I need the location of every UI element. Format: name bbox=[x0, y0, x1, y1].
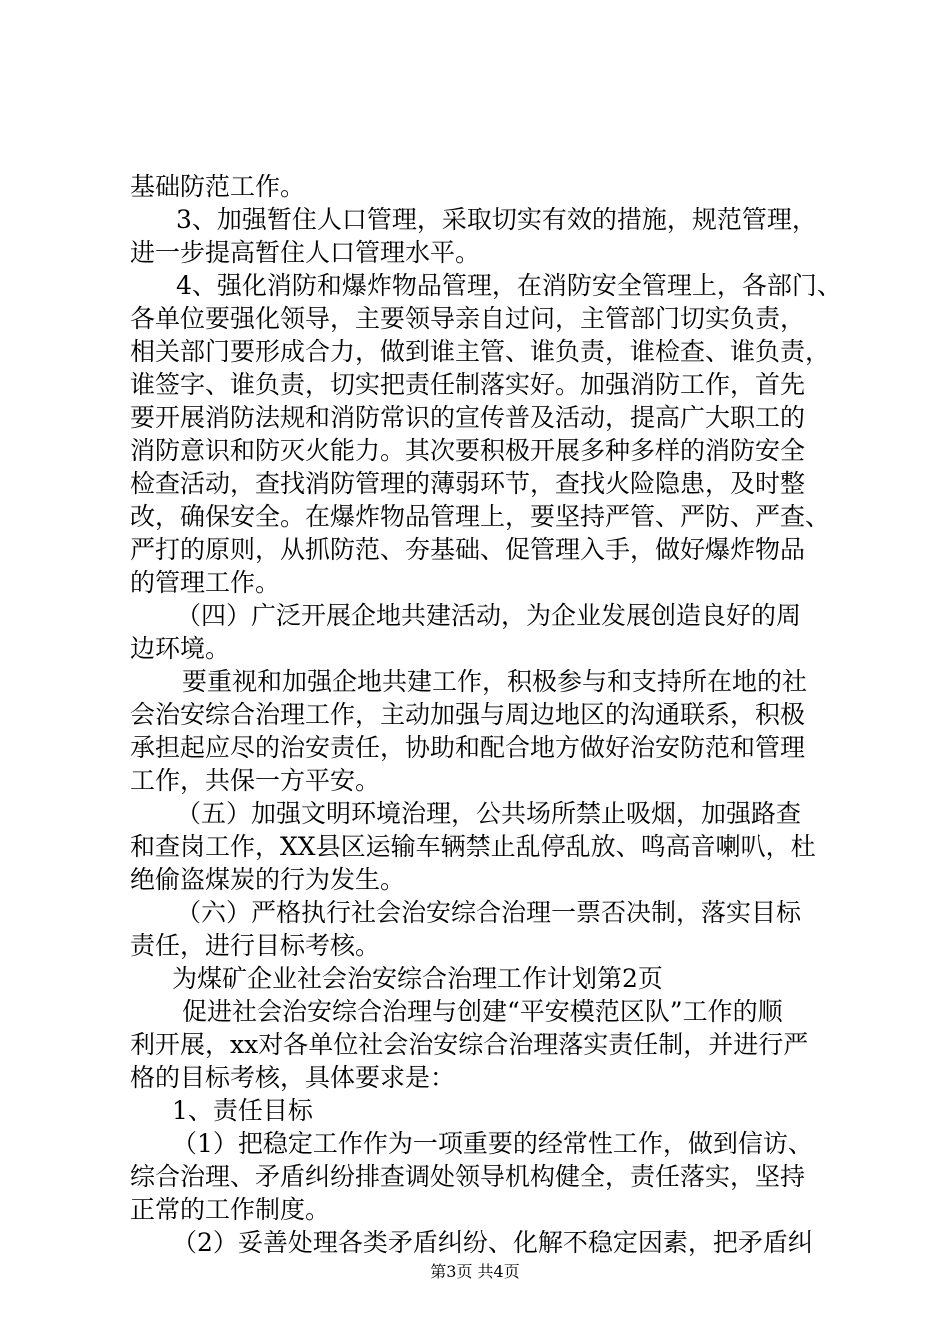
text-line: 工作，共保一方平安。 bbox=[130, 766, 381, 795]
text-line: 会治安综合治理工作，主动加强与周边地区的沟通联系，积极 bbox=[130, 700, 806, 729]
text-line: 边环境。 bbox=[130, 634, 231, 663]
text-line: 4、强化消防和爆炸物品管理，在消防安全管理上，各部门、 bbox=[176, 271, 842, 300]
text-line: 促进社会治安综合治理与创建“平安模范区队”工作的顺 bbox=[182, 997, 783, 1026]
text-line: 责任，进行目标考核。 bbox=[130, 931, 381, 960]
text-line: （六）严格执行社会治安综合治理一票否决制，落实目标 bbox=[176, 898, 802, 927]
text-line: 进一步提高暂住人口管理水平。 bbox=[130, 238, 481, 267]
text-line: 为煤矿企业社会治安综合治理工作计划第2页 bbox=[172, 964, 663, 993]
text-line: 3、加强暂住人口管理，采取切实有效的措施，规范管理， bbox=[176, 205, 817, 234]
text-line: 相关部门要形成合力，做到谁主管、谁负责，谁检查、谁负责， bbox=[130, 337, 831, 366]
text-line: 承担起应尽的治安责任，协助和配合地方做好治安防范和管理 bbox=[130, 733, 806, 762]
text-line: 改，确保安全。在爆炸物品管理上，要坚持严管、严防、严查、 bbox=[130, 502, 831, 531]
page-footer: 第3页 共4页 bbox=[430, 1262, 520, 1281]
text-line: 利开展，xx对各单位社会治安综合治理落实责任制，并进行严 bbox=[130, 1030, 809, 1059]
text-line: 综合治理、矛盾纠纷排查调处领导机构健全，责任落实，坚持 bbox=[130, 1162, 806, 1191]
text-line: 谁签字、谁负责，切实把责任制落实好。加强消防工作，首先 bbox=[130, 370, 806, 399]
text-line: （四）广泛开展企地共建活动，为企业发展创造良好的周 bbox=[176, 601, 802, 630]
text-line: 严打的原则，从抓防范、夯基础、促管理入手，做好爆炸物品 bbox=[130, 535, 806, 564]
text-line: （五）加强文明环境治理，公共场所禁止吸烟，加强路查 bbox=[176, 799, 802, 828]
text-line: 正常的工作制度。 bbox=[130, 1195, 331, 1224]
text-line: （1）把稳定工作作为一项重要的经常性工作，做到信访、 bbox=[172, 1129, 813, 1158]
text-line: 消防意识和防灭火能力。其次要积极开展多种多样的消防安全 bbox=[130, 436, 806, 465]
text-line: 和查岗工作，XX县区运输车辆禁止乱停乱放、鸣高音喇叭，杜 bbox=[130, 832, 816, 861]
text-line: 绝偷盗煤炭的行为发生。 bbox=[130, 865, 406, 894]
text-line: 格的目标考核，具体要求是： bbox=[130, 1063, 456, 1092]
text-line: 要开展消防法规和消防常识的宣传普及活动，提高广大职工的 bbox=[130, 403, 806, 432]
text-line: 检查活动，查找消防管理的薄弱环节，查找火险隐患，及时整 bbox=[130, 469, 806, 498]
text-line: 1、责任目标 bbox=[172, 1096, 313, 1125]
text-line: 的管理工作。 bbox=[130, 568, 281, 597]
text-line: 各单位要强化领导，主要领导亲自过问，主管部门切实负责， bbox=[130, 304, 806, 333]
text-line: （2）妥善处理各类矛盾纠纷、化解不稳定因素，把矛盾纠 bbox=[172, 1228, 813, 1257]
text-line: 基础防范工作。 bbox=[130, 172, 306, 201]
text-line: 要重视和加强企地共建工作，积极参与和支持所在地的社 bbox=[182, 667, 808, 696]
